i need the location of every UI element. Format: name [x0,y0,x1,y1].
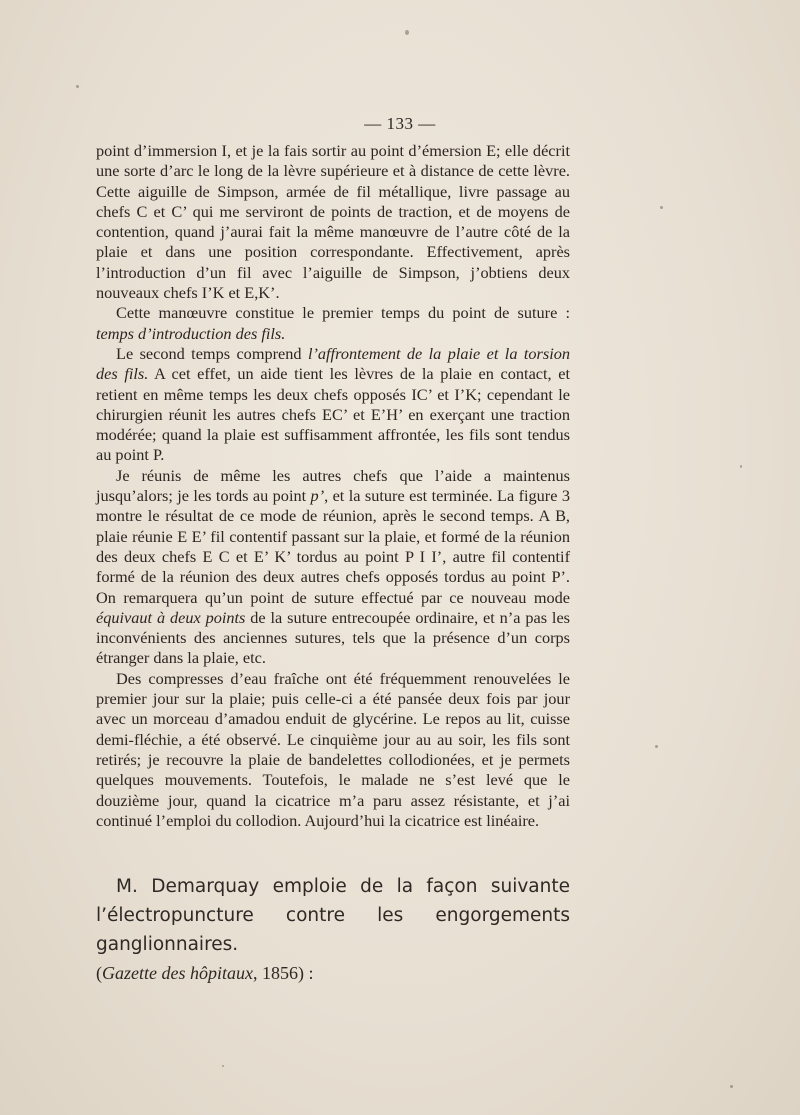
paragraph-5: Des compresses d’eau fraîche ont été fréquemment renouvelées le premier jour sur la plaie; puis celle-ci a été pansée deux fois par jour avec un morceau d’amadou enduit de glycérine. Le repos au lit, cuisse demi-fléchie, a été observé. Le cinquième jour au au soir, les fils sont retirés; je recouvre la plaie de bandelettes collodionées, et je permets quelques mouvements. Toutefois, le malade ne s’est levé que le douzième jour, quand la cicatrice m’a paru assez résistante, et j’ai continué l’emploi du collodion. Aujourd’hui la cicatrice est linéaire. [96,668,570,830]
paragraph-3-end: A cet effet, un aide tient les lèvres de la plaie en contact, et retient en même temps les deux chefs opposés IC’ et I’K; cependant le chirurgien réunit les autres chefs EC’ et E’H’ en exerçant une traction modérée; quand la plaie est suffisamment affrontée, les fils sont tendus au point P. [96,364,570,465]
citation [96,959,570,988]
paragraph-2-italic: temps d’introduction des fils. [96,323,286,343]
section-note [96,872,570,988]
paragraph-3-start: Le second temps comprend [116,343,308,363]
paper-speck [76,85,79,88]
citation-close: , 1856) : [252,963,314,983]
paper-speck [730,1085,733,1088]
paragraph-4-italic-1: p’ [310,486,325,506]
paragraph-4-mid: , et la suture est terminée. La figure 3 montre le résultat de ce mode de réunion, après le second temps. A B, plaie réunie E E’ fil contentif passant sur la plaie, et formé de la réunion des deux chefs E C et E’ K’ tordus au point P I I’, autre fil contentif formé de la réunion des deux autres chefs opposés tordus au point P’. On remarquera qu’un point de suture effectué par ce nouveau mode [96,486,571,607]
paragraph-3 [96,344,570,466]
paragraph-4-italic-2: équivaut à deux points [96,607,246,627]
paragraph-3-italic: l’affrontement de la plaie et la torsion des fils. [96,343,570,384]
citation-open: ( [96,963,102,983]
paragraph-4 [96,466,570,669]
paper-speck [660,206,663,209]
paper-speck [405,30,409,35]
paragraph-4-end: de la suture entrecoupée ordinaire, et n’a pas les inconvénients des anciennes sutures, tels que la présence d’un corps étranger dans la plaie, etc. [96,607,571,668]
page-number: — 133 — [364,114,436,133]
paragraph-2 [96,303,570,344]
body-text [96,141,570,831]
paper-speck [222,1065,224,1067]
citation-journal: Gazette des hôpitaux [102,963,253,983]
paper-speck [655,745,658,748]
paragraph-2-text: Cette manœuvre constitue le premier temps du point de suture : [116,303,570,323]
note-text: M. Demarquay emploie de la façon suivante l’électropuncture contre les engorgements ganglionnaires. [96,876,570,955]
paragraph-4-start: Je réunis de même les autres chefs que l’aide a maintenus jusqu’alors; je les tords au point [96,465,570,506]
paragraph-1: point d’immersion I, et je la fais sortir au point d’émersion E; elle décrit une sorte d’arc le long de la lèvre supérieure et à distance de cette lèvre. Cette aiguille de Simpson, armée de fil métallique, livre passage au chefs C et C’ qui me serviront de points de traction, et de moyens de contention, quand j’aurai fait la même manœuvre de l’autre côté de la plaie et dans une position correspondante. Effectivement, après l’introduction d’un fil avec l’aiguille de Simpson, j’obtiens deux nouveaux chefs I’K et E,K’. [96,141,570,303]
paper-speck [740,465,742,468]
